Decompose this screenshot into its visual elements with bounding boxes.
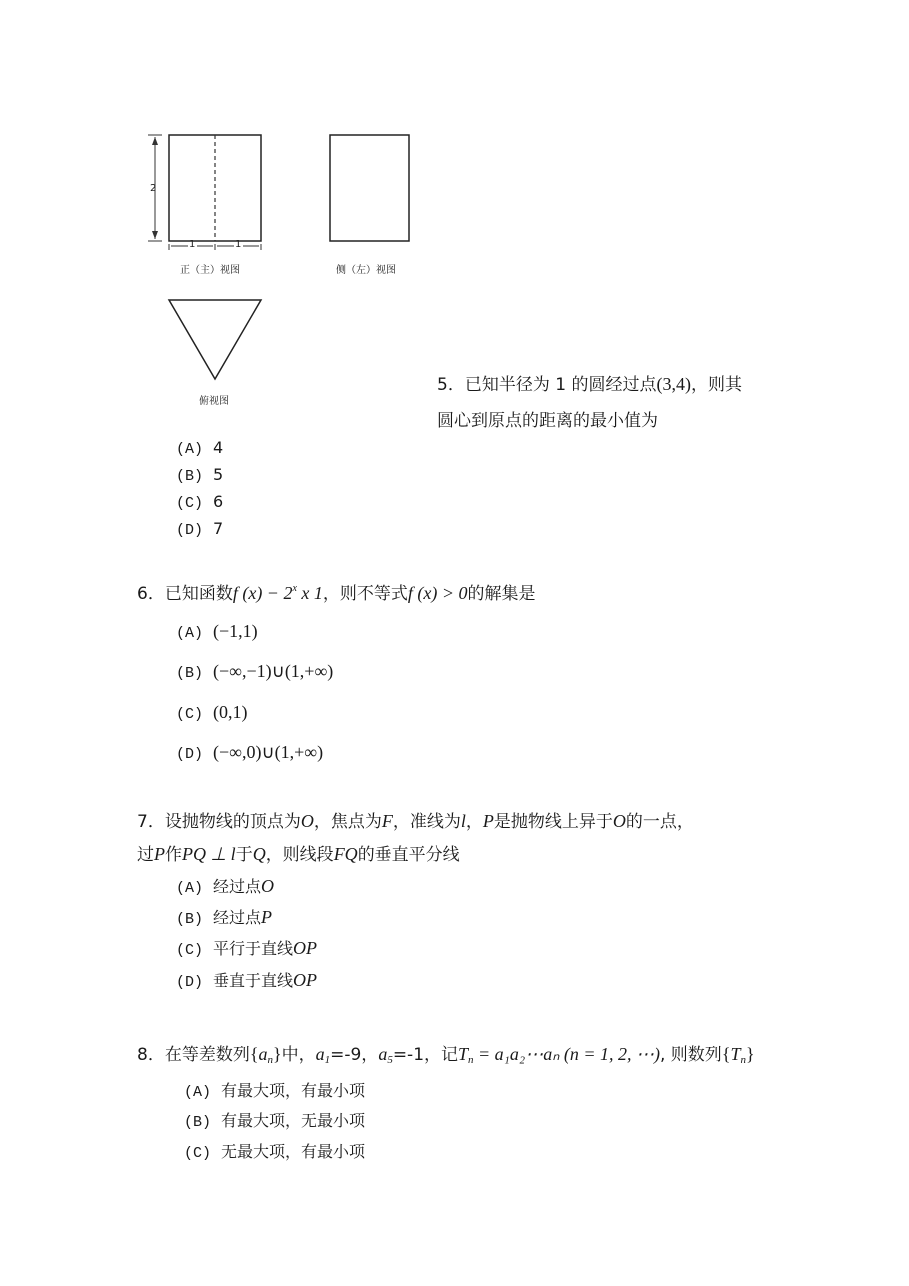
dim-height-label: 2 bbox=[150, 183, 157, 194]
q6-option-d: (D) (−∞,0)∪(1,+∞) bbox=[176, 742, 324, 763]
q5-option-c: (C) 6 bbox=[176, 492, 224, 512]
front-view-label: 正（主）视图 bbox=[180, 265, 240, 276]
q5-option-d: (D) 7 bbox=[176, 519, 224, 539]
q8-option-c: (C) 无最大项，有最小项 bbox=[184, 1142, 366, 1162]
q6-option-a: (A) (−1,1) bbox=[176, 621, 258, 642]
q5-line1: 5．已知半径为 1 的圆经过点(3,4)，则其 bbox=[437, 374, 742, 395]
side-view-rect bbox=[330, 135, 409, 241]
side-view-label: 侧（左）视图 bbox=[336, 265, 396, 276]
q5-point: (3,4) bbox=[656, 374, 691, 394]
top-view-label: 俯视图 bbox=[199, 396, 229, 407]
q5-option-a: (A) 4 bbox=[176, 438, 224, 458]
dim-right-label: 1 bbox=[235, 239, 242, 250]
q7-line2: 过P作PQ ⊥ l于Q，则线段FQ的垂直平分线 bbox=[137, 844, 460, 865]
q5-line2: 圆心到原点的距离的最小值为 bbox=[437, 411, 658, 431]
q6-stem: 6．已知函数f $(x) - 2^x$ x 1，则不等式f (x) > 0的解集是 bbox=[137, 583, 536, 604]
q5-option-b: (B) 5 bbox=[176, 465, 224, 485]
q7-option-c: (C) 平行于直线OP bbox=[176, 938, 318, 959]
q7-option-b: (B) 经过点P bbox=[176, 907, 273, 928]
q6-option-c: (C) (0,1) bbox=[176, 702, 248, 723]
q7-option-a: (A) 经过点O bbox=[176, 876, 275, 897]
q7-line1: 7．设抛物线的顶点为O，焦点为F，准线为l，P是抛物线上异于O的一点， bbox=[137, 811, 694, 832]
q6-option-b: (B) (−∞,−1)∪(1,+∞) bbox=[176, 661, 334, 682]
top-view-triangle bbox=[169, 300, 261, 379]
q8-option-a: (A) 有最大项，有最小项 bbox=[184, 1081, 366, 1101]
q7-option-d: (D) 垂直于直线OP bbox=[176, 970, 318, 991]
dim-left-label: 1 bbox=[189, 239, 196, 250]
q8-stem: 8．在等差数列$\{a_n\}$中，$a_1=-9$，$a_5=-1$，记$T_n$ = a₁a₂⋯aₙ (n = 1, 2, ⋯), 则数列$\{T_n\}$ bbox=[137, 1044, 755, 1066]
q8-option-b: (B) 有最大项，无最小项 bbox=[184, 1111, 366, 1131]
